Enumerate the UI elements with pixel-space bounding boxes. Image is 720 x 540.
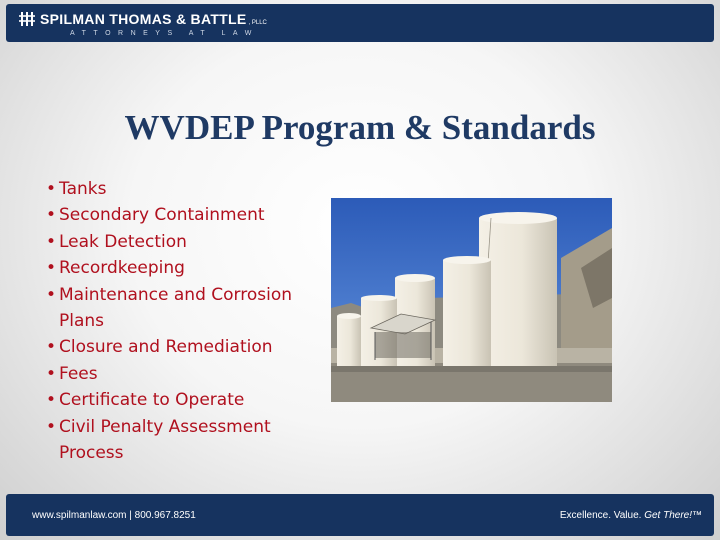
bullet-text: Tanks [59, 179, 107, 199]
bullet-text: Fees [59, 363, 98, 384]
footer-slogan-italic: Get There!™ [644, 510, 702, 521]
storage-tanks-photo [331, 198, 612, 402]
firm-tagline: ATTORNEYS AT LAW [70, 30, 259, 37]
bullet-text: Recordkeeping [59, 258, 185, 279]
firm-suffix: , PLLC [248, 20, 267, 26]
bullet-marker: • [46, 179, 57, 199]
firm-name-text: SPILMAN THOMAS & BATTLE [40, 11, 247, 27]
bullet-marker: • [46, 231, 57, 252]
bullet-marker: • [46, 390, 57, 411]
bullet-marker: • [46, 337, 57, 358]
bullet-item [46, 202, 299, 228]
bullet-text: Secondary Containment [59, 205, 265, 226]
bullet-item [46, 361, 299, 387]
bullet-list [46, 176, 299, 466]
bullet-text: Leak Detection [59, 231, 187, 252]
bullet-marker: • [46, 284, 57, 305]
slide-title: WVDEP Program & Standards [124, 108, 596, 147]
bullet-item [46, 176, 299, 202]
bullet-text: Closure and Remediation [59, 337, 273, 358]
footer-slogan [560, 510, 702, 521]
bullet-text: Certificate to Operate [59, 390, 245, 411]
firm-logo-icon [18, 10, 36, 28]
footer-bar [6, 494, 714, 536]
bullet-item [46, 387, 299, 413]
footer-slogan-plain: Excellence. Value. [559, 510, 645, 521]
bullet-item [46, 414, 299, 467]
bullet-marker: • [46, 363, 57, 384]
bullet-text: Civil Penalty Assessment Process [59, 416, 271, 464]
bullet-marker: • [46, 416, 57, 437]
bullet-marker: • [46, 258, 57, 279]
bullet-item [46, 255, 299, 281]
firm-name [40, 11, 267, 27]
bullet-item [46, 282, 299, 335]
footer-contact: www.spilmanlaw.com | 800.967.8251 [32, 510, 196, 521]
bullet-marker: • [46, 205, 57, 226]
bullet-item [46, 334, 299, 360]
header-bar [6, 4, 714, 42]
bullet-item [46, 229, 299, 255]
bullet-text: Maintenance and Corrosion Plans [59, 284, 293, 332]
